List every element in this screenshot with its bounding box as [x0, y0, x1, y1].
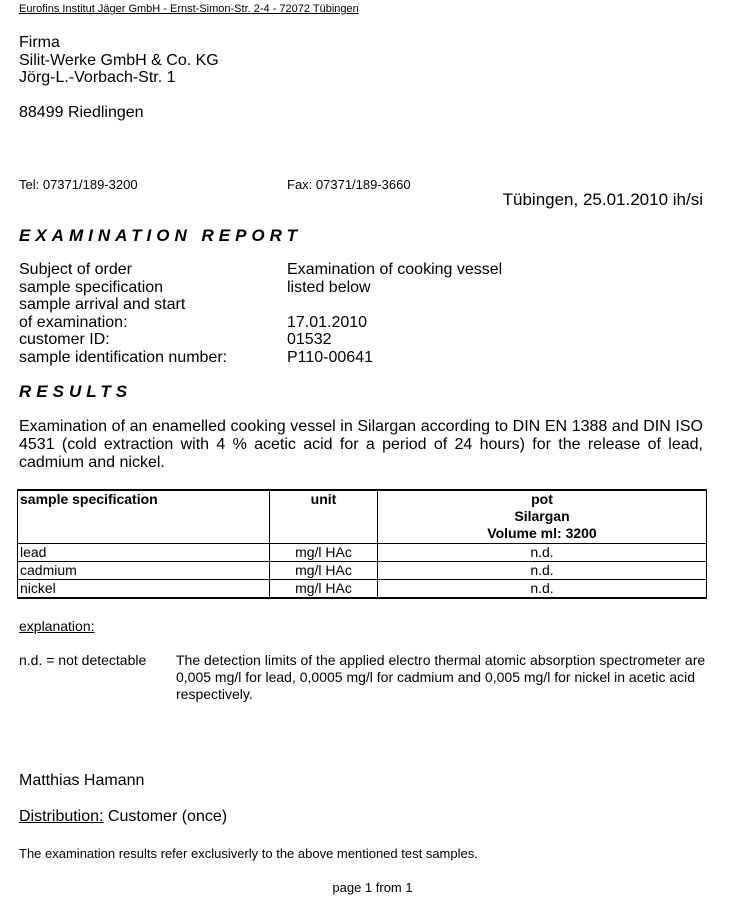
customer-value: 01532 — [287, 331, 332, 348]
row-name: lead — [18, 544, 270, 562]
telephone: Tel: 07371/189-3200 — [19, 177, 138, 192]
date-line: Tübingen, 25.01.2010 ih/si — [502, 190, 703, 209]
explanation-text: The detection limits of the applied electro thermal atomic absorption spectrometer are 0,005 mg/l for lead, 0,0005 mg/l for cadmium and 0,005 mg/l for nickel in acetic acid respectively. — [176, 652, 706, 702]
header-pot — [378, 490, 707, 544]
table-row — [18, 580, 707, 599]
arrival-label-2: of examination: — [19, 314, 128, 331]
subject-value: Examination of cooking vessel — [287, 261, 503, 278]
spec-label: sample specification — [19, 279, 164, 296]
header-material-line: Silargan — [514, 508, 570, 524]
recipient-line-1: Firma — [19, 34, 60, 51]
results-heading: RESULTS — [19, 382, 133, 401]
results-intro: Examination of an enamelled cooking vessel in Silargan according to DIN EN 1388 and DIN ISO 4531 (cold extraction with 4 % acetic acid for a period of 24 hours) for the release of lead, cadmium and nickel. — [19, 418, 703, 471]
results-table — [17, 489, 707, 599]
distribution-label: Distribution: — [19, 808, 104, 825]
header-unit: unit — [270, 490, 378, 544]
recipient-city: 88499 Riedlingen — [19, 104, 144, 121]
fax: Fax: 07371/189-3660 — [287, 177, 411, 192]
header-volume-line: Volume ml: 3200 — [487, 525, 597, 541]
row-unit: mg/l HAc — [270, 544, 378, 562]
explanation-label: explanation: — [19, 618, 95, 634]
row-value: n.d. — [378, 562, 707, 580]
header-sample-specification: sample specification — [18, 490, 270, 544]
row-value: n.d. — [378, 580, 707, 599]
row-name: nickel — [18, 580, 270, 599]
sample-id-value: P110-00641 — [287, 349, 373, 366]
recipient-company: Silit-Werke GmbH & Co. KG — [19, 52, 219, 69]
customer-label: customer ID: — [19, 331, 110, 348]
page-number: page 1 from 1 — [332, 880, 413, 895]
distribution-value: Customer (once) — [103, 808, 228, 825]
sample-id-label: sample identification number: — [19, 349, 228, 366]
report-title: EXAMINATION REPORT — [19, 226, 302, 245]
signer-name: Matthias Hamann — [19, 772, 145, 789]
footer-note: The examination results refer exclusiverly to the above mentioned test samples. — [19, 846, 478, 861]
row-name: cadmium — [18, 562, 270, 580]
table-row — [18, 544, 707, 562]
sender-address-line: Eurofins Institut Jäger GmbH - Ernst-Simon-Str. 2-4 - 72072 Tübingen — [19, 3, 359, 15]
table-row — [18, 562, 707, 580]
recipient-street: Jörg-L.-Vorbach-Str. 1 — [19, 69, 176, 86]
header-pot-line: pot — [531, 491, 553, 507]
row-value: n.d. — [378, 544, 707, 562]
explanation-key: n.d. = not detectable — [19, 652, 147, 668]
distribution-line — [19, 808, 227, 826]
spec-value: listed below — [287, 279, 371, 296]
subject-label: Subject of order — [19, 261, 132, 278]
row-unit: mg/l HAc — [270, 580, 378, 599]
table-header-row — [18, 490, 707, 544]
arrival-value: 17.01.2010 — [287, 314, 368, 331]
row-unit: mg/l HAc — [270, 562, 378, 580]
arrival-label-1: sample arrival and start — [19, 296, 186, 313]
